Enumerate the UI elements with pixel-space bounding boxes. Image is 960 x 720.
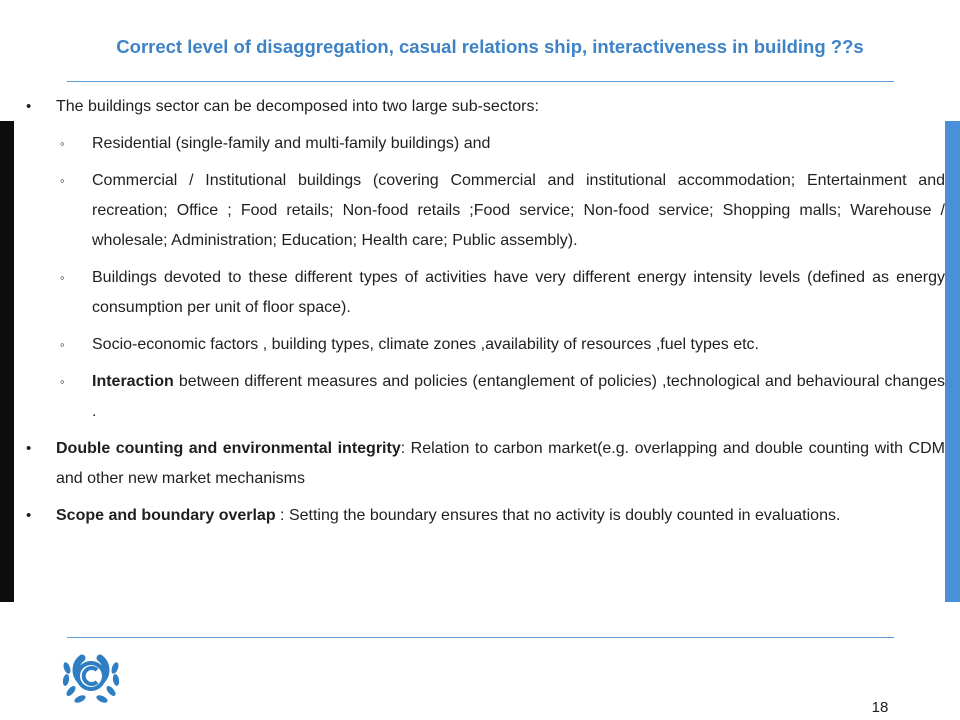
right-accent-bar <box>945 121 960 602</box>
bullet-text: Socio-economic factors , building types, climate zones ,availability of resources ,fuel types etc. <box>92 336 759 353</box>
un-climate-logo-icon <box>60 650 122 708</box>
left-accent-bar <box>0 121 14 602</box>
sub-bullet-marker: ◦ <box>60 337 65 352</box>
sub-bullet-item <box>20 367 945 427</box>
bullet-text: : Relation to carbon market(e.g. overlapping and double counting with CDM and other new market mechanisms <box>56 440 945 487</box>
footer-divider <box>67 637 894 638</box>
title-divider <box>67 81 894 82</box>
slide-title: Correct level of disaggregation, casual relations ship, interactiveness in building ??s <box>116 36 864 57</box>
sub-bullet-marker: ◦ <box>60 270 65 285</box>
sub-bullet-item <box>20 263 945 323</box>
bullet-item <box>20 92 945 122</box>
bullet-bold-label: Double counting and environmental integrity <box>56 440 401 457</box>
bullet-text: Commercial / Institutional buildings (covering Commercial and institutional accommodation; Entertainment and recreation; Office ; Food retails; Non-food retails ;Food service; Non-food service; Shopping malls; Warehouse / wholesale; Administration; Education; Health care; Public assembly). <box>92 172 945 249</box>
sub-bullet-marker: ◦ <box>60 136 65 151</box>
sub-bullet-marker: ◦ <box>60 173 65 188</box>
page-number: 18 <box>871 699 889 716</box>
sub-bullet-item <box>20 330 945 360</box>
bullet-text: between different measures and policies (entanglement of policies) ,technological and behavioural changes . <box>92 373 945 420</box>
bullet-text: Residential (single-family and multi-family buildings) and <box>92 135 491 152</box>
bullet-marker: • <box>26 98 32 115</box>
bullet-text: The buildings sector can be decomposed into two large sub-sectors: <box>56 98 539 115</box>
bullet-text: Buildings devoted to these different types of activities have very different energy intensity levels (defined as energy consumption per unit of floor space). <box>92 269 945 316</box>
bullet-bold-label: Interaction <box>92 373 174 390</box>
sub-bullet-marker: ◦ <box>60 374 65 389</box>
bullet-marker: • <box>26 507 32 524</box>
bullet-item <box>20 501 945 531</box>
bullet-list <box>20 92 945 538</box>
bullet-item <box>20 434 945 494</box>
bullet-marker: • <box>26 440 32 457</box>
sub-bullet-item <box>20 166 945 256</box>
sub-bullet-item <box>20 129 945 159</box>
bullet-bold-label: Scope and boundary overlap <box>56 507 276 524</box>
bullet-text: : Setting the boundary ensures that no activity is doubly counted in evaluations. <box>275 507 841 524</box>
